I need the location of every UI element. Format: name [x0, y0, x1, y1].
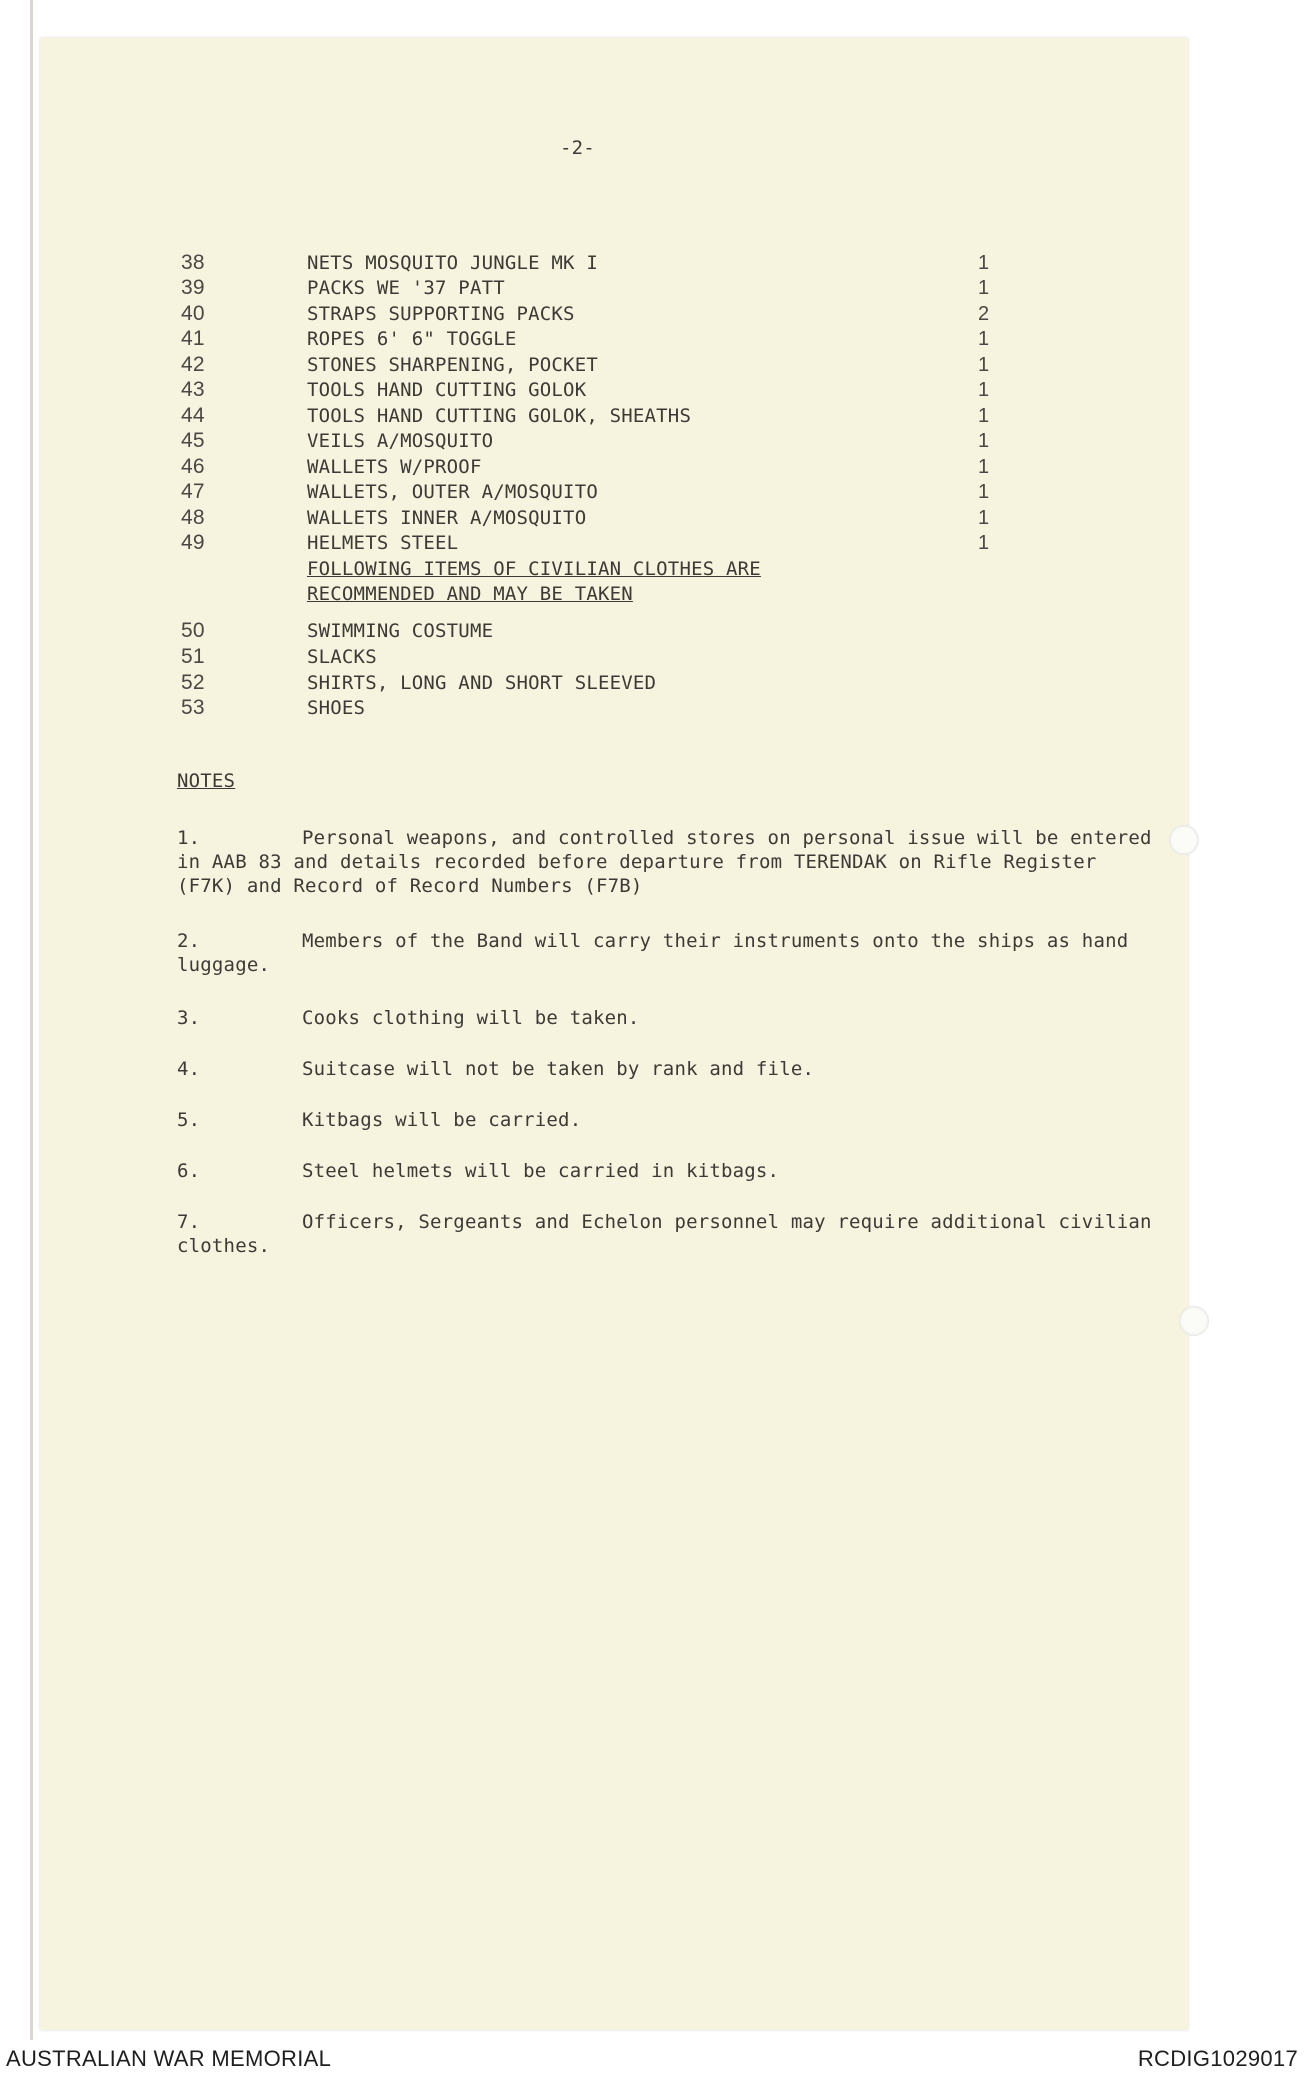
- note-number: 7.: [177, 1211, 201, 1233]
- item-description: ROPES 6' 6" TOGGLE: [307, 328, 517, 350]
- notes-title: NOTES: [177, 770, 236, 792]
- item-number: 39: [181, 276, 205, 299]
- item-description: SHOES: [307, 697, 366, 719]
- note-item: [177, 1159, 1157, 1183]
- item-number: 44: [181, 404, 205, 427]
- item-number: 46: [181, 455, 205, 478]
- note-text: Members of the Band will carry their instruments onto the ships as hand luggage.: [177, 930, 1129, 976]
- item-description: SWIMMING COSTUME: [307, 620, 494, 642]
- civilian-heading-line-1: FOLLOWING ITEMS OF CIVILIAN CLOTHES ARE: [307, 558, 761, 580]
- item-number: 53: [181, 696, 205, 719]
- note-item: [177, 1108, 1157, 1132]
- item-description: TOOLS HAND CUTTING GOLOK, SHEATHS: [307, 405, 692, 427]
- item-number: 38: [181, 251, 205, 274]
- item-quantity: 1: [978, 405, 990, 427]
- note-number: 4.: [177, 1058, 201, 1080]
- item-description: STONES SHARPENING, POCKET: [307, 354, 598, 376]
- note-item: [177, 826, 1157, 898]
- note-number: 6.: [177, 1160, 201, 1182]
- note-number: 2.: [177, 930, 201, 952]
- item-quantity: 1: [978, 277, 990, 299]
- item-number: 52: [181, 671, 205, 694]
- note-item: [177, 929, 1157, 977]
- page-number: -2-: [560, 137, 595, 159]
- note-text: Steel helmets will be carried in kitbags.: [302, 1160, 780, 1182]
- item-quantity: 1: [978, 430, 990, 452]
- item-number: 43: [181, 378, 205, 401]
- item-number: 47: [181, 480, 205, 503]
- item-quantity: 1: [978, 328, 990, 350]
- note-text: Cooks clothing will be taken.: [302, 1007, 640, 1029]
- item-description: PACKS WE '37 PATT: [307, 277, 505, 299]
- note-text: Officers, Sergeants and Echelon personnel may require additional civilian clothes.: [177, 1211, 1152, 1257]
- footer-record-id: RCDIG1029017: [1137, 2046, 1298, 2071]
- item-description: STRAPS SUPPORTING PACKS: [307, 303, 575, 325]
- note-number: 3.: [177, 1007, 201, 1029]
- item-number: 49: [181, 531, 205, 554]
- footer-institution: AUSTRALIAN WAR MEMORIAL: [6, 2046, 332, 2071]
- item-quantity: 1: [978, 481, 990, 503]
- item-number: 50: [181, 619, 205, 642]
- item-quantity: 1: [978, 354, 990, 376]
- paper-sheet: [40, 38, 1188, 2030]
- item-quantity: 1: [978, 456, 990, 478]
- note-text: Suitcase will not be taken by rank and file.: [302, 1058, 815, 1080]
- item-description: NETS MOSQUITO JUNGLE MK I: [307, 252, 598, 274]
- item-description: SHIRTS, LONG AND SHORT SLEEVED: [307, 672, 657, 694]
- item-description: TOOLS HAND CUTTING GOLOK: [307, 379, 587, 401]
- item-number: 51: [181, 645, 205, 668]
- item-quantity: 1: [978, 507, 990, 529]
- note-text: Kitbags will be carried.: [302, 1109, 582, 1131]
- item-number: 40: [181, 302, 205, 325]
- item-number: 48: [181, 506, 205, 529]
- item-description: SLACKS: [307, 646, 377, 668]
- item-description: HELMETS STEEL: [307, 532, 459, 554]
- item-quantity: 1: [978, 532, 990, 554]
- item-description: WALLETS W/PROOF: [307, 456, 482, 478]
- item-description: WALLETS, OUTER A/MOSQUITO: [307, 481, 598, 503]
- note-item: [177, 1210, 1157, 1258]
- punch-hole: [1169, 825, 1199, 855]
- note-text: Personal weapons, and controlled stores on personal issue will be entered in AAB 83 and details recorded before departure from TERENDAK on Rifle Register (F7K) and Record of Record Numbers (F7B): [177, 827, 1152, 897]
- civilian-heading-line-2: RECOMMENDED AND MAY BE TAKEN: [307, 583, 633, 605]
- punch-hole: [1179, 1306, 1209, 1336]
- item-number: 45: [181, 429, 205, 452]
- note-number: 1.: [177, 827, 201, 849]
- item-quantity: 1: [978, 379, 990, 401]
- note-number: 5.: [177, 1109, 201, 1131]
- item-quantity: 2: [978, 303, 990, 325]
- item-number: 42: [181, 353, 205, 376]
- item-quantity: 1: [978, 252, 990, 274]
- note-item: [177, 1057, 1157, 1081]
- item-description: VEILS A/MOSQUITO: [307, 430, 494, 452]
- note-item: [177, 1006, 1157, 1030]
- item-description: WALLETS INNER A/MOSQUITO: [307, 507, 587, 529]
- item-number: 41: [181, 327, 205, 350]
